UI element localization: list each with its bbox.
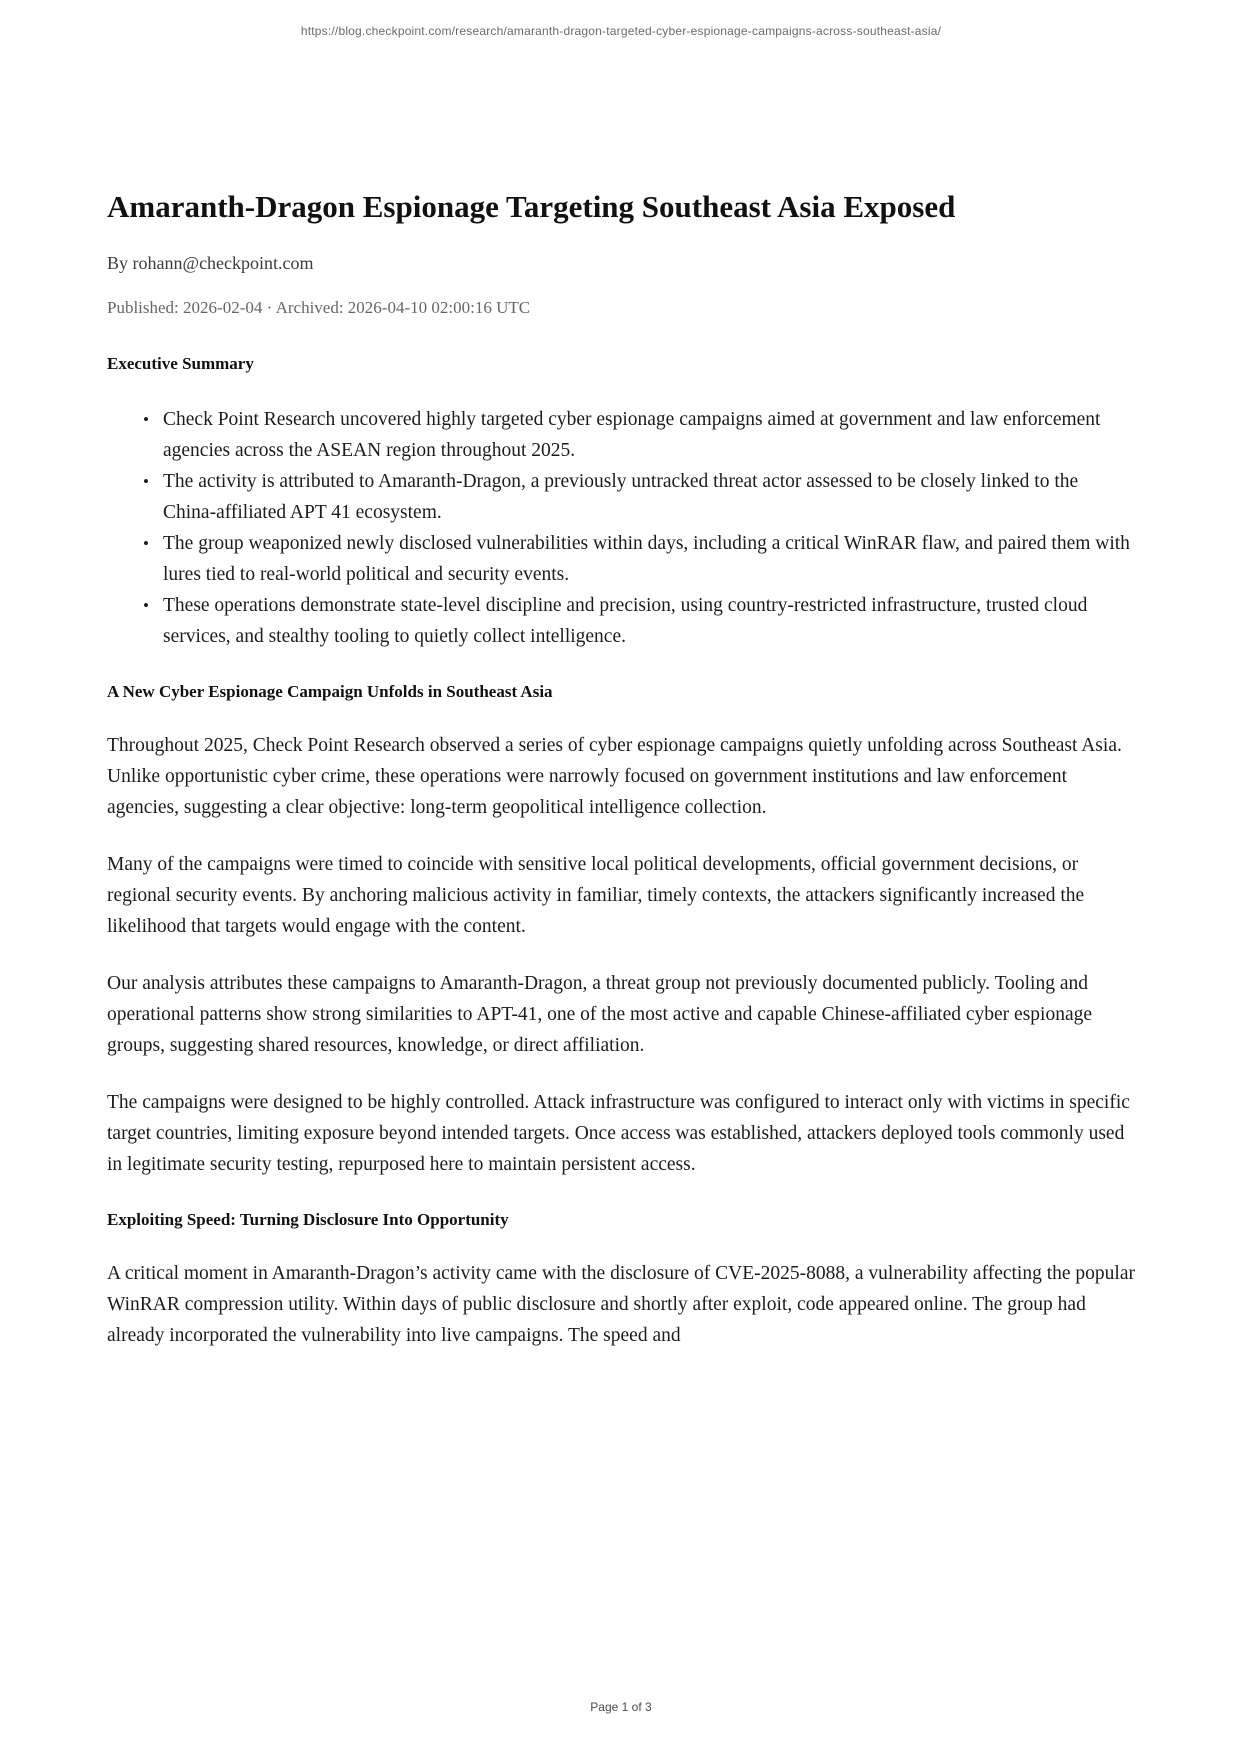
heading-new-campaign: A New Cyber Espionage Campaign Unfolds in Southeast Asia <box>107 682 553 702</box>
paragraph: Many of the campaigns were timed to coincide with sensitive local political developments, official government decisions, or regional security events. By anchoring malicious activity in familiar, timely contexts, the attackers significantly increased the likelihood that targets would engage with the content. <box>107 854 1085 938</box>
summary-bullet: • Check Point Research uncovered highly targeted cyber espionage campaigns aimed at government and law enforcement agencies across the ASEAN region throughout 2025. <box>163 404 1135 466</box>
article-byline: By rohann@checkpoint.com <box>107 253 314 274</box>
article-title: Amaranth-Dragon Espionage Targeting Southeast Asia Exposed <box>107 189 956 224</box>
heading-exploiting-speed: Exploiting Speed: Turning Disclosure Into Opportunity <box>107 1210 509 1230</box>
page-number-footer: Page 1 of 3 <box>590 1700 652 1714</box>
paragraph: A critical moment in Amaranth-Dragon’s activity came with the disclosure of CVE-2025-8088, a vulnerability affecting the popular WinRAR compression utility. Within days of public disclosure and shortly after exploit, code appeared online. The group had already incorporated the vulnerability into live campaigns. The speed and <box>107 1263 1135 1347</box>
summary-bullet: • These operations demonstrate state-level discipline and precision, using country-restricted infrastructure, trusted cloud services, and stealthy tooling to quietly collect intelligence. <box>163 590 1135 652</box>
article-body <box>107 188 1135 1351</box>
summary-bullet: • The group weaponized newly disclosed vulnerabilities within days, including a critical WinRAR flaw, and paired them with lures tied to real-world political and security events. <box>163 528 1135 590</box>
paragraph: Throughout 2025, Check Point Research observed a series of cyber espionage campaigns quietly unfolding across Southeast Asia. Unlike opportunistic cyber crime, these operations were narrowly focused on government institutions and law enforcement agencies, suggesting a clear objective: long-term geopolitical intelligence collection. <box>107 735 1122 819</box>
summary-bullet: • The activity is attributed to Amaranth-Dragon, a previously untracked threat actor assessed to be closely linked to the China-affiliated APT 41 ecosystem. <box>163 466 1135 528</box>
print-header-url: https://blog.checkpoint.com/research/amaranth-dragon-targeted-cyber-espionage-campaigns-across-southeast-asia/ <box>300 24 942 38</box>
paragraph: Our analysis attributes these campaigns to Amaranth-Dragon, a threat group not previously documented publicly. Tooling and operational patterns show strong similarities to APT-41, one of the most active and capable Chinese-affiliated cyber espionage groups, suggesting shared resources, knowledge, or direct affiliation. <box>107 973 1093 1057</box>
published-archived-meta: Published: 2026-02-04 · Archived: 2026-04-10 02:00:16 UTC <box>107 298 531 318</box>
paragraph: The campaigns were designed to be highly controlled. Attack infrastructure was configured to interact only with victims in specific target countries, limiting exposure beyond intended targets. Once access was established, attackers deployed tools commonly used in legitimate security testing, repurposed here to maintain persistent access. <box>107 1092 1130 1176</box>
heading-executive-summary: Executive Summary <box>107 354 254 374</box>
executive-summary-list <box>107 404 1135 652</box>
